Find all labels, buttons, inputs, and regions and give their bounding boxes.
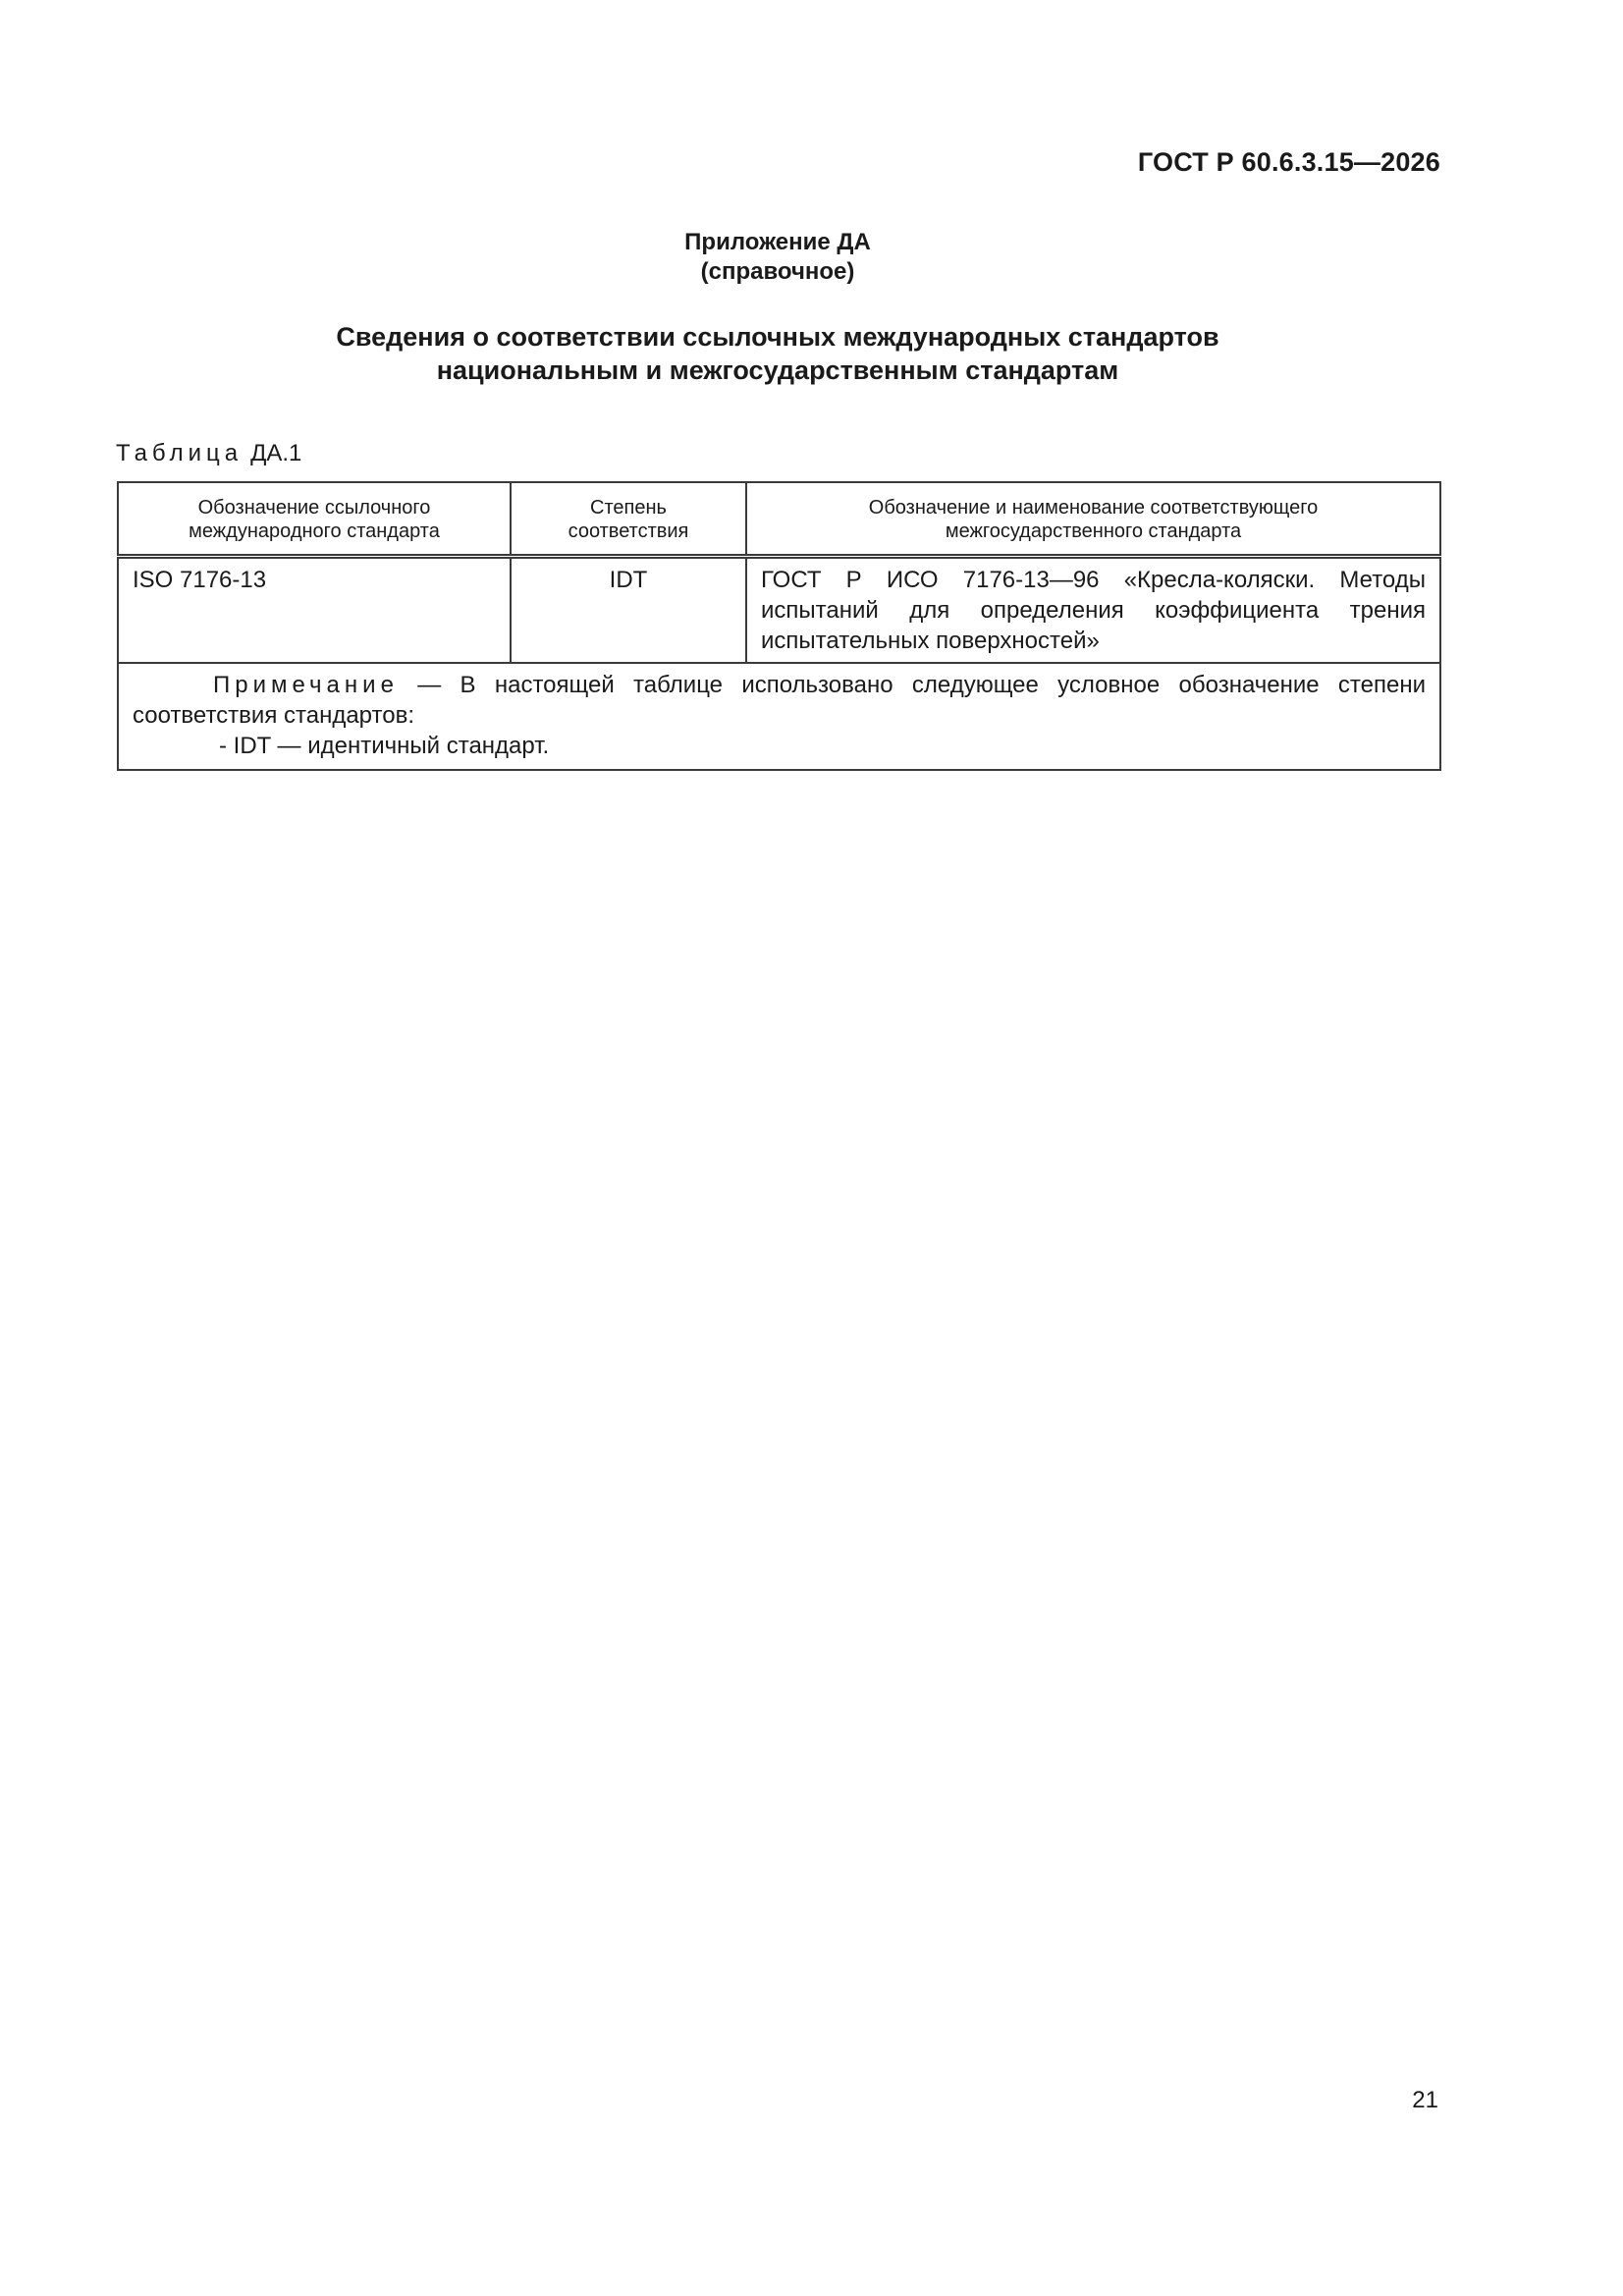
header-text: межгосударственного стандарта xyxy=(945,520,1242,542)
header-text: международного стандарта xyxy=(189,520,440,542)
header-text: соответствия xyxy=(568,520,689,542)
note-item: - IDT — идентичный стандарт. xyxy=(219,733,550,759)
table-caption xyxy=(116,440,301,467)
table-note-row xyxy=(118,663,1440,770)
table-note xyxy=(118,663,1440,770)
annex-title: Приложение ДА xyxy=(684,229,871,255)
table-row xyxy=(118,557,1440,664)
header-international-standard xyxy=(118,482,511,557)
note-line xyxy=(133,670,1426,731)
header-national-standard xyxy=(746,482,1440,557)
note-label: Примечание xyxy=(213,672,399,698)
page-title xyxy=(0,320,1555,387)
document-code: ГОСТ Р 60.6.3.15—2026 xyxy=(1137,147,1440,177)
annex-heading xyxy=(0,228,1555,287)
page-title-line-2: национальным и межгосударственным стандартам xyxy=(436,355,1119,385)
correspondence-table xyxy=(117,481,1441,771)
cell-degree: IDT xyxy=(511,557,746,664)
header-text: Обозначение ссылочного xyxy=(197,497,431,519)
header-text: Обозначение и наименование соответствующего xyxy=(868,497,1319,519)
page-title-line-1: Сведения о соответствии ссылочных международных стандартов xyxy=(336,322,1219,352)
annex-subtitle: (справочное) xyxy=(700,258,855,285)
page-number: 21 xyxy=(1412,2087,1438,2113)
table-caption-number: ДА.1 xyxy=(250,440,302,466)
cell-national-standard: ГОСТ Р ИСО 7176-13—96 «Кресла-коляски. Методы испытаний для определения коэффициента трения испытательных поверхностей» xyxy=(746,557,1440,664)
table-header-row xyxy=(118,482,1440,557)
header-text: Степень xyxy=(590,497,667,519)
cell-international-standard: ISO 7176-13 xyxy=(118,557,511,664)
table-caption-label: Таблица xyxy=(116,440,243,466)
note-text: — В настоящей таблице использовано следующее условное обозначение степени соответствия стандартов: xyxy=(133,672,1427,729)
header-degree xyxy=(511,482,746,557)
